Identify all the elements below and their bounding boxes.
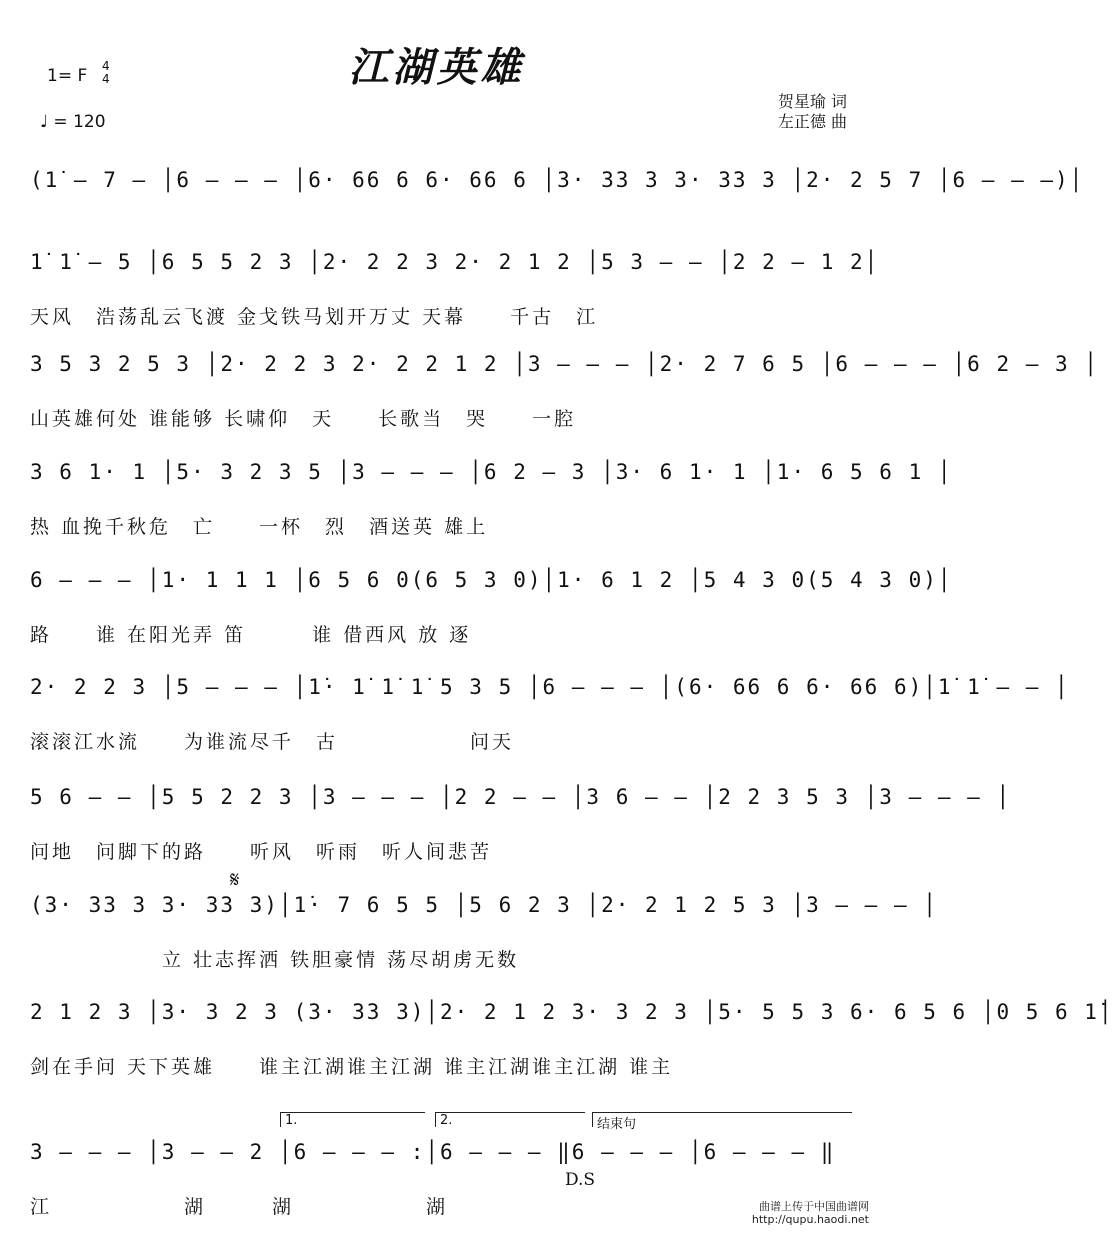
lyrics-line: 山英雄何处 谁能够 长啸仰 天 长歌当 哭 一腔: [30, 408, 577, 430]
lyrics-line: 立 壮志挥洒 铁胆豪情 荡尽胡虏无数: [30, 949, 520, 971]
score-row: [30, 460, 953, 570]
score-row: [30, 250, 880, 360]
credits: [778, 92, 847, 132]
lyrics-line: 天风 浩荡乱云飞渡 金戈铁马划开万丈 天幕 千古 江: [30, 306, 599, 328]
time-signature-bottom: 4: [102, 72, 110, 86]
tempo-marking: ♩ = 120: [40, 112, 106, 132]
lyricist: 贺星瑜 词: [777, 92, 847, 111]
lyrics-line: 路 谁 在阳光弄 笛 谁 借西风 放 逐: [30, 624, 472, 646]
notation-line: 3 5 3 2 5 3 │2· 2 2 3 2· 2 2 1 2 │3 – – – │2· 2 7 6 5 │6 – – – │6 2 – 3 │: [30, 352, 1099, 376]
time-signature: [102, 60, 110, 86]
ds-marking: D.S: [565, 1170, 596, 1190]
song-title: 江湖英雄: [348, 44, 525, 91]
notation-line: (1̇ – 7 – │6 – – – │6· 66 6 6· 66 6 │3· 33 3 3· 33 3 │2· 2 5 7 │6 – – –)│: [30, 168, 1085, 192]
footer-line-1: 曲谱上传于中国曲谱网: [759, 1200, 869, 1213]
score-row: [30, 568, 953, 678]
score-row: [30, 1140, 852, 1250]
notation-line: 3 6 1· 1 │5· 3 2 3 5 │3 – – – │6 2 – 3 │3· 6 1· 1 │1· 6 5 6 1 │: [30, 460, 953, 484]
footer-line-2: http://qupu.haodi.net: [751, 1213, 869, 1226]
score-row: [30, 785, 1012, 895]
notation-line: 5 6 – – │5 5 2 2 3 │3 – – – │2 2 – – │3 6 – – │2 2 3 5 3 │3 – – – │: [30, 785, 1012, 809]
score-row: [30, 893, 938, 1003]
segno-symbol: 𝄋: [230, 868, 240, 893]
notation-line: (3· 33 3 3· 33 3)│1̇· 7 6 5 5 │5 6 2 3 │2· 2 1 2 5 3 │3 – – – │: [30, 893, 938, 917]
score-row: [30, 352, 1099, 462]
lyrics-line: 滚滚江水流 为谁流尽千 古 问天: [30, 731, 515, 753]
notation-line: 3 – – – │3 – – 2 │6 – – – :│6 – – – ‖6 – – – │6 – – – ‖: [30, 1140, 836, 1164]
volta-second-ending: 2.: [435, 1112, 585, 1127]
time-signature-top: 4: [102, 59, 110, 73]
score-row: [30, 1000, 1114, 1110]
notation-line: 6 – – – │1· 1 1 1 │6 5 6 0(6 5 3 0)│1· 6 1 2 │5 4 3 0(5 4 3 0)│: [30, 568, 953, 592]
site-footer: [752, 1200, 869, 1226]
notation-line: 2 1 2 3 │3· 3 2 3 (3· 33 3)│2· 2 1 2 3· 3 2 3 │5· 5 5 3 6· 6 5 6 │0 5 6 1̇│: [30, 1000, 1114, 1024]
score-row: [30, 675, 1070, 785]
lyrics-line: 剑在手问 天下英雄 谁主江湖谁主江湖 谁主江湖谁主江湖 谁主: [30, 1056, 674, 1078]
ending-bracket: 结束句: [592, 1112, 852, 1127]
lyrics-line: 江 湖 湖 湖: [30, 1196, 449, 1218]
lyrics-line: 问地 问脚下的路 听风 听雨 听人间悲苦: [30, 841, 493, 863]
key-signature: 1= F: [47, 66, 88, 86]
volta-first-ending: 1.: [280, 1112, 425, 1127]
notation-line: 1̇ 1̇ – 5 │6 5 5 2 3 │2· 2 2 3 2· 2 1 2 │5 3 – – │2 2 – 1 2│: [30, 250, 880, 274]
notation-line: 2· 2 2 3 │5 – – – │1̇· 1̇ 1̇ 1̇ 5 3 5 │6 – – – │(6· 66 6 6· 66 6)│1̇ 1̇ – – │: [30, 675, 1070, 699]
lyrics-line: 热 血挽千秋危 亡 一杯 烈 酒送英 雄上: [30, 516, 489, 538]
composer: 左正德 曲: [777, 112, 847, 131]
